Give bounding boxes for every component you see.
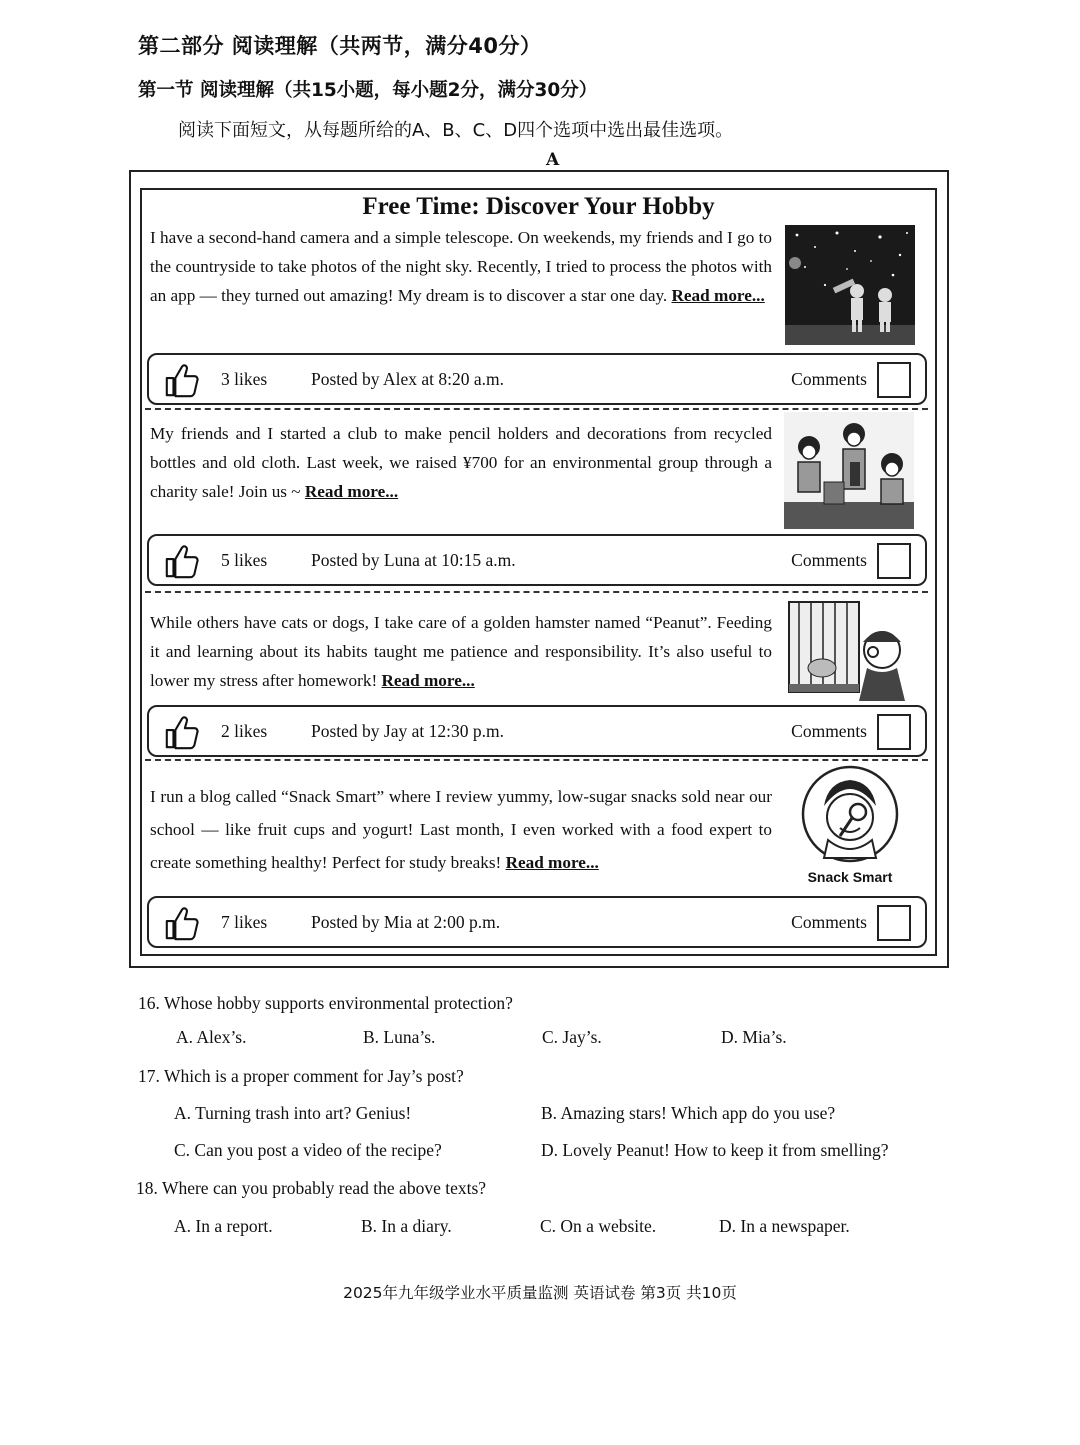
thumbs-up-icon[interactable] xyxy=(163,904,201,942)
question-number: 18. xyxy=(136,1178,158,1198)
comments-box[interactable] xyxy=(877,362,911,398)
thumbs-up-icon[interactable] xyxy=(163,713,201,751)
post-divider xyxy=(145,591,928,593)
read-more-link[interactable]: Read more... xyxy=(304,482,399,501)
post-body: My friends and I started a club to make pencil holders and decorations from recycled bottles and old cloth. Last week, we raised ¥700 for an environmental group through a charity sale! Join us ~ xyxy=(150,424,772,501)
posted-by: Posted by Mia at 2:00 p.m. xyxy=(311,912,501,932)
question-16 xyxy=(138,993,513,1014)
comments-box[interactable] xyxy=(877,543,911,579)
thumbs-up-icon[interactable] xyxy=(163,361,201,399)
question-stem: Where can you probably read the above texts? xyxy=(161,1178,487,1198)
post-text-mia xyxy=(150,780,772,879)
comments-label: Comments xyxy=(791,912,867,932)
comments-label: Comments xyxy=(791,550,867,570)
instructions: 阅读下面短文，从每题所给的A、B、C、D四个选项中选出最佳选项。 xyxy=(178,120,734,141)
comments-label: Comments xyxy=(791,721,867,741)
post-body: While others have cats or dogs, I take care of a golden hamster named “Peanut”. Feeding it and learning about its habits taught me patience and responsibility. It’s also useful to lower my stress after homework! xyxy=(150,613,772,690)
likes-count: 7 likes xyxy=(221,912,268,932)
post-body: I have a second-hand camera and a simple telescope. On weekends, my friends and I go to the countryside to take photos of the night sky. Recently, I tried to process the photos with an app — they turned out amazing! My dream is to discover a star one day. xyxy=(150,228,772,305)
option[interactable]: C. Jay’s. xyxy=(542,1027,602,1047)
section-title: 第一节 阅读理解（共15小题，每小题2分，满分30分） xyxy=(138,80,598,101)
question-17 xyxy=(138,1066,464,1087)
post-text-alex xyxy=(150,223,772,310)
passage-label: A xyxy=(546,150,560,170)
snack-smart-logo-image xyxy=(798,762,902,866)
post-bar-jay xyxy=(147,705,927,757)
option[interactable]: B. Amazing stars! Which app do you use? xyxy=(541,1103,836,1123)
post-bar-mia xyxy=(147,896,927,948)
read-more-link[interactable]: Read more... xyxy=(505,853,599,872)
hamster-cage-image xyxy=(787,598,912,701)
option[interactable]: C. On a website. xyxy=(540,1216,657,1236)
page-footer: 2025年九年级学业水平质量监测 英语试卷 第3页 共10页 xyxy=(343,1284,737,1302)
post-divider xyxy=(145,408,928,410)
option[interactable]: D. Lovely Peanut! How to keep it from smelling? xyxy=(541,1140,889,1160)
question-number: 17. xyxy=(138,1066,160,1086)
post-text-luna xyxy=(150,419,772,506)
post-body: I run a blog called “Snack Smart” where I review yummy, low-sugar snacks sold near our school — like fruit cups and yogurt! Last month, I even worked with a food expert to create something healthy! Perfect for study breaks! xyxy=(150,787,772,872)
option[interactable]: A. Alex’s. xyxy=(176,1027,247,1047)
question-stem: Which is a proper comment for Jay’s post? xyxy=(163,1066,464,1086)
question-18 xyxy=(136,1178,486,1199)
option[interactable]: A. In a report. xyxy=(174,1216,273,1236)
kids-crafting-image xyxy=(784,412,914,529)
option[interactable]: C. Can you post a video of the recipe? xyxy=(174,1140,442,1160)
article-title: Free Time: Discover Your Hobby xyxy=(362,193,715,220)
question-number: 16. xyxy=(138,993,160,1013)
part-title: 第二部分 阅读理解（共两节，满分40分） xyxy=(138,34,542,58)
read-more-link[interactable]: Read more... xyxy=(671,286,765,305)
snack-smart-caption: Snack Smart xyxy=(807,869,893,885)
comments-box[interactable] xyxy=(877,905,911,941)
posted-by: Posted by Jay at 12:30 p.m. xyxy=(311,721,504,741)
posted-by: Posted by Alex at 8:20 a.m. xyxy=(311,369,504,389)
post-bar-luna xyxy=(147,534,927,586)
night-sky-telescope-image xyxy=(785,225,915,345)
post-text-jay xyxy=(150,608,772,695)
comments-box[interactable] xyxy=(877,714,911,750)
option[interactable]: A. Turning trash into art? Genius! xyxy=(174,1103,412,1123)
option[interactable]: B. In a diary. xyxy=(361,1216,452,1236)
post-divider xyxy=(145,759,928,761)
read-more-link[interactable]: Read more... xyxy=(381,671,475,690)
post-bar-alex xyxy=(147,353,927,405)
thumbs-up-icon[interactable] xyxy=(163,542,201,580)
option[interactable]: D. Mia’s. xyxy=(721,1027,787,1047)
likes-count: 5 likes xyxy=(221,550,268,570)
option[interactable]: B. Luna’s. xyxy=(363,1027,436,1047)
likes-count: 3 likes xyxy=(221,369,268,389)
option[interactable]: D. In a newspaper. xyxy=(719,1216,850,1236)
likes-count: 2 likes xyxy=(221,721,268,741)
comments-label: Comments xyxy=(791,369,867,389)
posted-by: Posted by Luna at 10:15 a.m. xyxy=(311,550,516,570)
question-stem: Whose hobby supports environmental protection? xyxy=(163,993,513,1013)
